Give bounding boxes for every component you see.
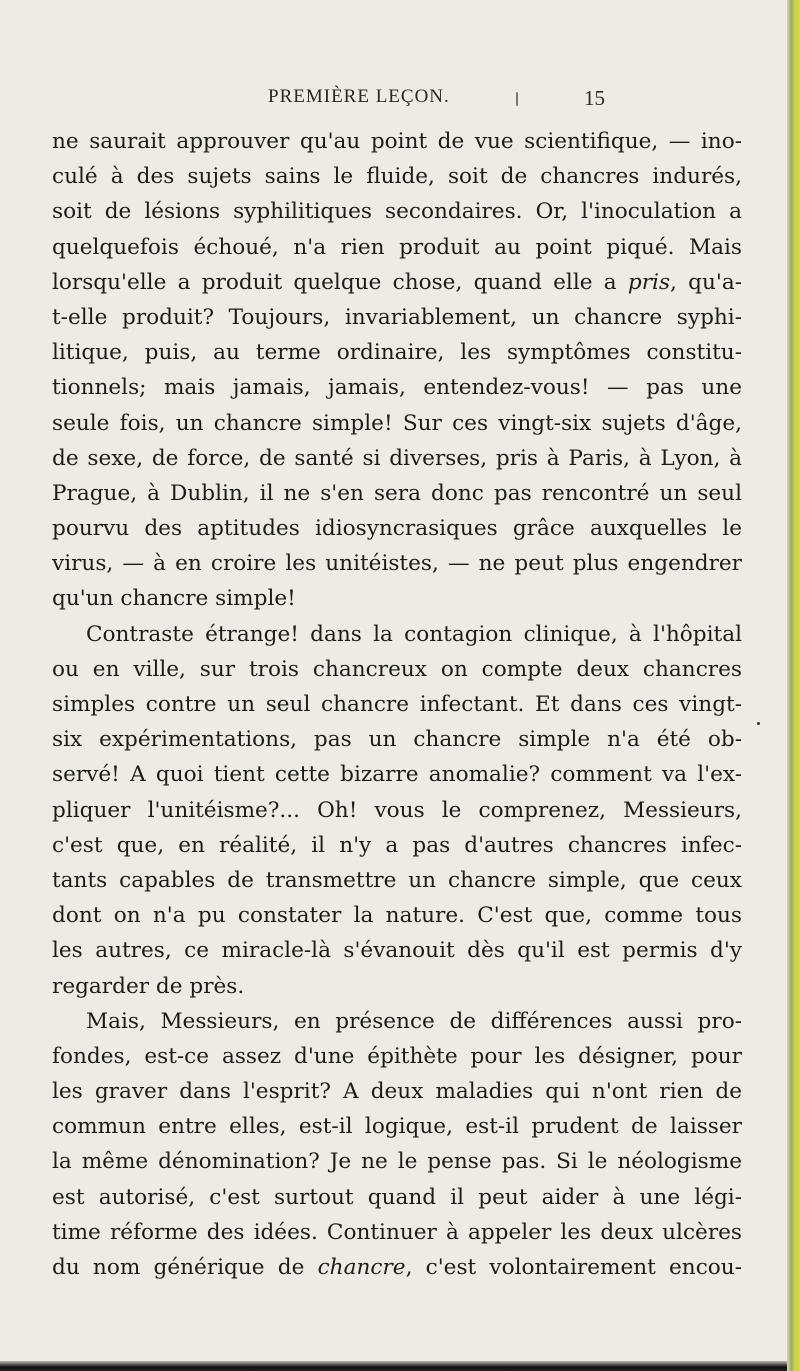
text-run: du nom générique de xyxy=(52,1255,318,1280)
text-run: lorsqu'elle a produit quelque chose, quand elle a xyxy=(52,269,628,295)
text-line: servé! A quoi tient cette bizarre anomalie? comment va l'ex- xyxy=(52,762,742,788)
text-line: tants capables de transmettre un chancre simple, que ceux xyxy=(52,867,742,893)
text-line: regarder de près. xyxy=(52,973,245,999)
text-line: litique, puis, au terme ordinaire, les symptômes constitu- xyxy=(52,340,742,366)
text-line: est autorisé, c'est surtout quand il peut aider à une légi- xyxy=(52,1184,742,1210)
text-line: dont on n'a pu constater la nature. C'est que, comme tous xyxy=(52,903,742,929)
text-line: les autres, ce miracle-là s'évanouit dès qu'il est permis d'y xyxy=(52,938,742,964)
page-bottom-edge xyxy=(0,1361,787,1371)
text-line xyxy=(52,1250,742,1285)
text-line: pourvu des aptitudes idiosyncrasiques grâce auxquelles le xyxy=(52,516,742,542)
text-line: t-elle produit? Toujours, invariablement, un chancre syphi- xyxy=(52,304,742,330)
text-line: ne saurait approuver qu'au point de vue scientifique, — ino- xyxy=(52,129,742,154)
text-line: Contraste étrange! dans la contagion clinique, à l'hôpital xyxy=(86,621,742,647)
running-head xyxy=(0,86,787,116)
text-run: , qu'a- xyxy=(670,269,742,295)
text-line: fondes, est-ce assez d'une épithète pour les désigner, pour xyxy=(52,1043,742,1069)
page-binding-edge xyxy=(787,0,800,1371)
italic-word-pris: pris xyxy=(627,269,671,295)
text-line: six expérimentations, pas un chancre simple n'a été ob- xyxy=(52,727,742,753)
italic-word-chancre: chancre xyxy=(317,1255,406,1280)
text-line: simples contre un seul chancre infectant. Et dans ces vingt- xyxy=(52,692,742,717)
text-line: seule fois, un chancre simple! Sur ces vingt-six sujets d'âge, xyxy=(52,410,742,436)
text-line: Mais, Messieurs, en présence de différences aussi pro- xyxy=(86,1008,742,1034)
text-line: commun entre elles, est-il logique, est-il prudent de laisser xyxy=(52,1114,742,1140)
text-run: , c'est volontairement encou- xyxy=(405,1255,743,1280)
text-line xyxy=(52,265,742,300)
text-line: la même dénomination? Je ne le pense pas. Si le néologisme xyxy=(52,1149,742,1175)
text-line: virus, — à en croire les unitéistes, — ne peut plus engendrer xyxy=(52,551,742,577)
print-speck xyxy=(516,92,518,106)
running-title: PREMIÈRE LEÇON. xyxy=(268,86,450,107)
text-line: ou en ville, sur trois chancreux on compte deux chancres xyxy=(52,656,742,682)
body-text xyxy=(52,124,742,1285)
text-line: c'est que, en réalité, il n'y a pas d'autres chancres infec- xyxy=(52,832,742,858)
print-speck xyxy=(757,722,760,725)
text-line: de sexe, de force, de santé si diverses, pris à Paris, à Lyon, à xyxy=(52,445,742,471)
text-line: tionnels; mais jamais, jamais, entendez-vous! — pas une xyxy=(52,375,742,401)
text-line: culé à des sujets sains le fluide, soit de chancres indurés, xyxy=(52,164,742,190)
text-line: les graver dans l'esprit? A deux maladies qui n'ont rien de xyxy=(52,1079,742,1105)
text-line: pliquer l'unitéisme?... Oh! vous le comprenez, Messieurs, xyxy=(52,797,742,823)
text-line: soit de lésions syphilitiques secondaires. Or, l'inoculation a xyxy=(52,199,742,225)
text-line: quelquefois échoué, n'a rien produit au point piqué. Mais xyxy=(52,234,742,260)
text-line: Prague, à Dublin, il ne s'en sera donc pas rencontré un seul xyxy=(52,480,742,506)
page-number: 15 xyxy=(584,86,605,110)
text-line: qu'un chancre simple! xyxy=(52,586,296,612)
text-line: time réforme des idées. Continuer à appeler les deux ulcères xyxy=(52,1219,742,1245)
